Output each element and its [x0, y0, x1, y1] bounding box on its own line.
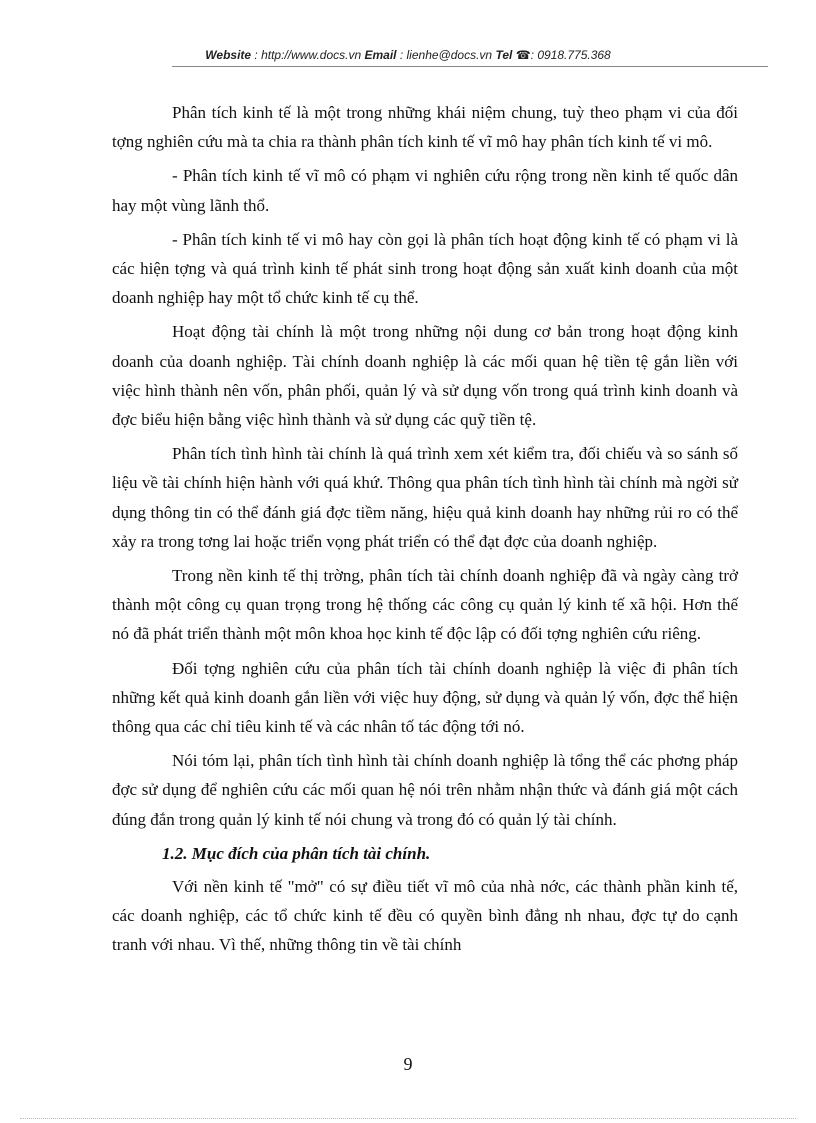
header-divider	[172, 66, 768, 67]
tel-number: 0918.775.368	[537, 48, 611, 62]
paragraph: Hoạt động tài chính là một trong những nội dung cơ bản trong hoạt động kinh doanh của doanh nghiệp. Tài chính doanh nghiệp là các mối quan hệ tiền tệ gắn liền với việc hình thành nên vốn, phân phối, quản lý và sử dụng vốn trong quá trình kinh doanh và đợc biểu hiện bằng việc hình thành và sử dụng các quỹ tiền tệ.	[112, 322, 738, 430]
paragraph: Với nền kinh tế "mở" có sự điều tiết vĩ mô của nhà nớc, các thành phần kinh tế, các doanh nghiệp, các tổ chức kinh tế đều có quyền bình đẳng nh nhau, đợc tự do cạnh tranh với nhau. Vì thế, những thông tin về tài chính	[112, 877, 738, 955]
email-address[interactable]: lienhe@docs.vn	[406, 48, 493, 62]
footer-divider	[20, 1118, 796, 1119]
document-body	[112, 98, 738, 965]
paragraph: Phân tích tình hình tài chính là quá trình xem xét kiểm tra, đối chiếu và so sánh số liệu về tài chính hiện hành với quá khứ. Thông qua phân tích tình hình tài chính mà ngời sử dụng thông tin có thể đánh giá đợc tiềm năng, hiệu quả kinh doanh hay những rủi ro có thể xảy ra trong tơng lai hoặc triển vọng phát triển có thể đạt đợc của doanh nghiệp.	[112, 444, 738, 551]
telephone-icon: ☎	[515, 48, 531, 62]
paragraph: - Phân tích kinh tế vĩ mô có phạm vi nghiên cứu rộng trong nền kinh tế quốc dân hay một vùng lãnh thổ.	[112, 166, 738, 215]
paragraph: Nói tóm lại, phân tích tình hình tài chính doanh nghiệp là tổng thể các phơng pháp đợc sử dụng để nghiên cứu các mối quan hệ nói trên nhằm nhận thức và đánh giá một cách đúng đắn trong quản lý kinh tế nói chung và trong đó có quản lý tài chính.	[112, 751, 738, 829]
section-heading: 1.2. Mục đích của phân tích tài chính.	[162, 843, 431, 863]
tel-label: Tel	[495, 48, 513, 62]
email-label: Email	[364, 48, 397, 62]
page-number: 9	[403, 1054, 413, 1074]
paragraph: Trong nền kinh tế thị trờng, phân tích tài chính doanh nghiệp đã và ngày càng trở thành một công cụ quan trọng trong hệ thống các công cụ quản lý kinh tế xã hội. Hơn thế nó đã phát triển thành một môn khoa học kinh tế độc lập có đối tợng nghiên cứu riêng.	[112, 566, 738, 644]
paragraph: Đối tợng nghiên cứu của phân tích tài chính doanh nghiệp là việc đi phân tích những kết quả kinh doanh gắn liền với việc huy động, sử dụng và quản lý vốn, đợc thể hiện thông qua các chỉ tiêu kinh tế và các nhân tố tác động tới nó.	[112, 658, 738, 737]
tel-separator: :	[530, 48, 538, 62]
website-label: Website	[205, 48, 252, 62]
website-separator: :	[251, 48, 262, 62]
paragraph: - Phân tích kinh tế vi mô hay còn gọi là phân tích hoạt động kinh tế có phạm vi là các hiện tợng và quá trình kinh tế phát sinh trong hoạt động sản xuất kinh doanh của một doanh nghiệp hay một tổ chức kinh tế cụ thể.	[112, 229, 738, 308]
page-header	[0, 48, 816, 62]
paragraph: Phân tích kinh tế là một trong những khái niệm chung, tuỳ theo phạm vi của đối tợng nghiên cứu mà ta chia ra thành phân tích kinh tế vĩ mô hay phân tích kinh tế vi mô.	[112, 103, 738, 152]
email-separator: :	[396, 48, 407, 62]
website-url[interactable]: http://www.docs.vn	[261, 48, 362, 62]
